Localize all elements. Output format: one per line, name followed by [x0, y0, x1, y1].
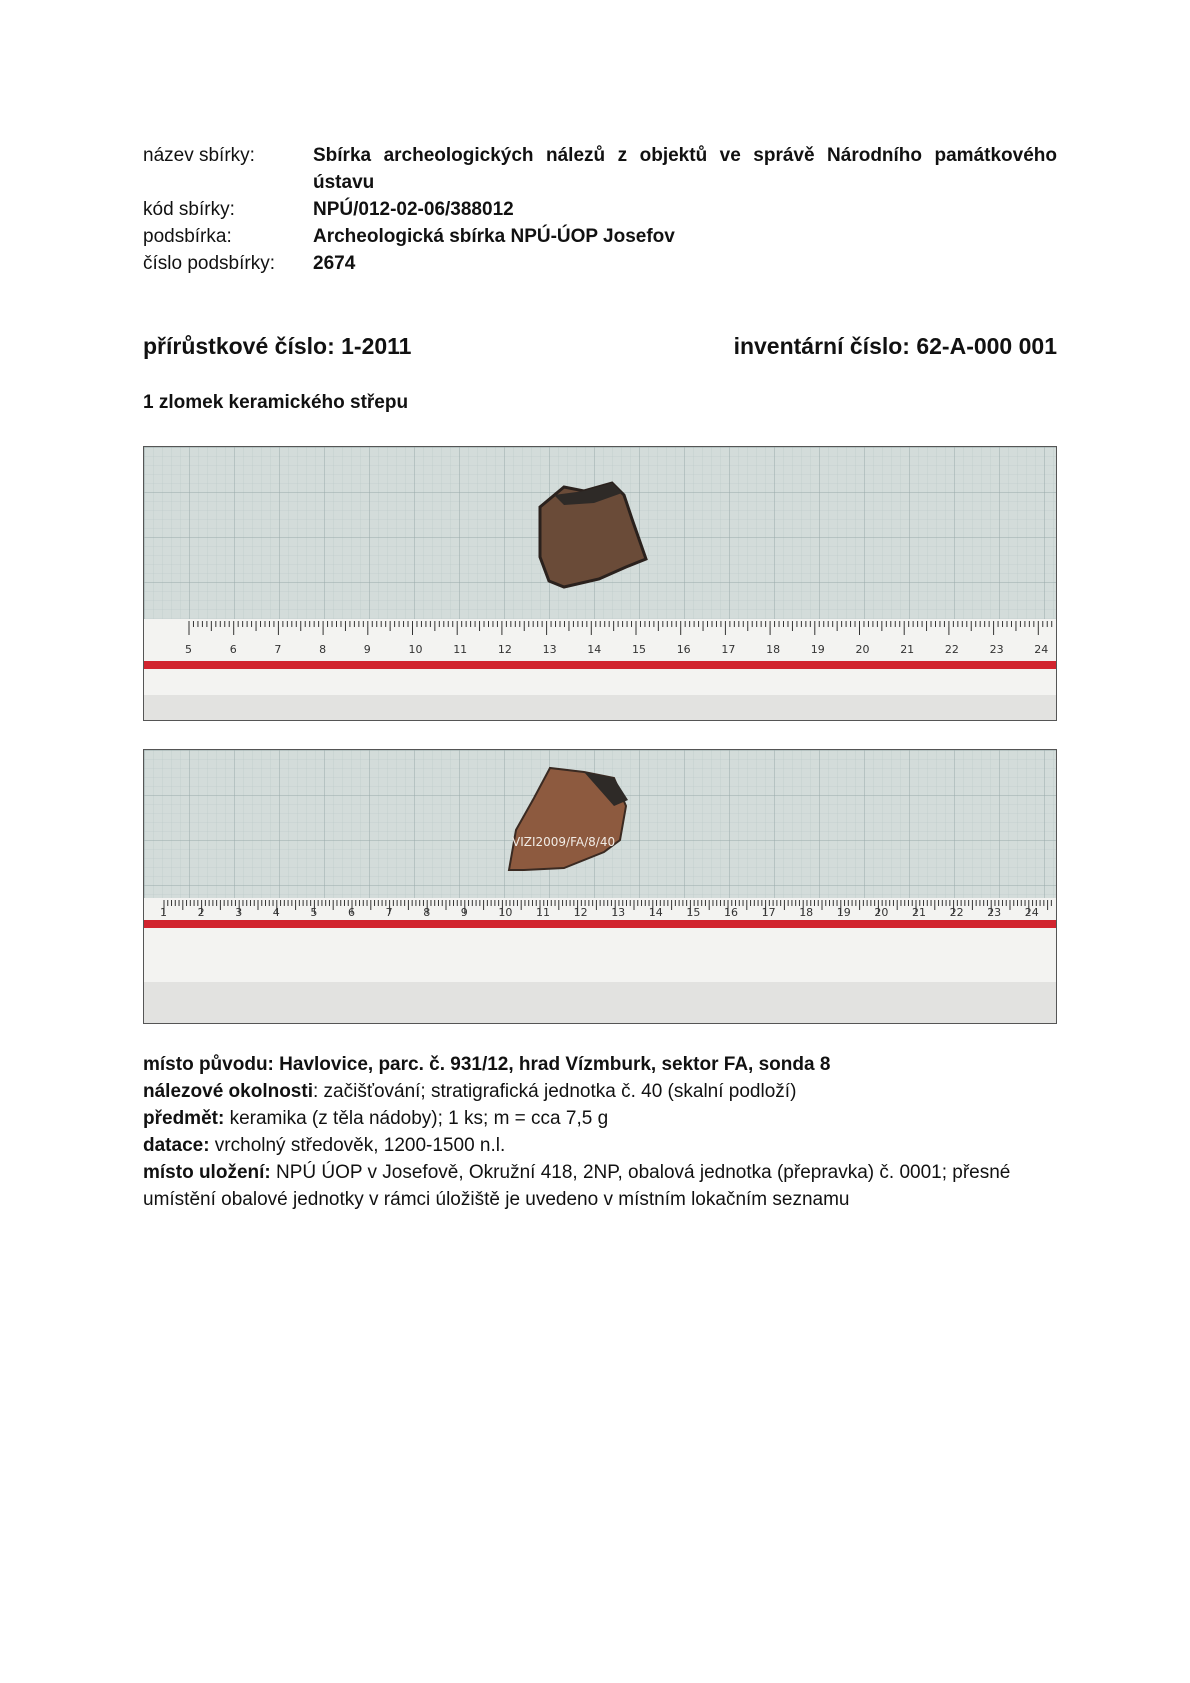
ruler-number: 18 — [766, 643, 781, 656]
collection-code-label: kód sbírky: — [143, 199, 235, 220]
ruler-number: 7 — [385, 906, 393, 919]
subcollection-value: Archeologická sbírka NPÚ-ÚOP Josefov — [313, 226, 675, 247]
storage-label: místo uložení: — [143, 1162, 271, 1183]
ruler-number: 3 — [235, 906, 243, 919]
ruler-number: 23 — [987, 906, 1002, 919]
photo-sherd-front — [143, 446, 1057, 721]
subcollection-number-row — [143, 250, 1057, 277]
object-line — [143, 1105, 1057, 1132]
object-label: předmět: — [143, 1108, 225, 1129]
record-numbers — [143, 333, 1057, 360]
object-value: keramika (z těla nádoby); 1 ks; m = cca 7,5 g — [224, 1108, 609, 1129]
origin-value: Havlovice, parc. č. 931/12, hrad Vízmburk, sektor FA, sonda 8 — [273, 1054, 831, 1075]
ruler-number: 19 — [836, 906, 851, 919]
ruler-number: 16 — [676, 643, 691, 656]
photo-sherd-back — [143, 749, 1057, 1024]
ruler-number: 9 — [460, 906, 468, 919]
subcollection-number-label: číslo podsbírky: — [143, 253, 275, 274]
ruler-number: 10 — [498, 906, 513, 919]
ruler-number: 20 — [874, 906, 889, 919]
collection-name-label: název sbírky: — [143, 145, 255, 166]
ruler-number: 24 — [1034, 643, 1049, 656]
circumstances-value: : začišťování; stratigrafická jednotka č. 40 (skalní podloží) — [312, 1081, 797, 1102]
accession-number: přírůstkové číslo: 1-2011 — [143, 333, 412, 359]
dating-value: vrcholný středověk, 1200-1500 n.l. — [209, 1135, 506, 1156]
photo-1-image — [144, 447, 1056, 720]
ruler-number: 8 — [423, 906, 431, 919]
ruler-number: 2 — [197, 906, 205, 919]
ruler-number: 4 — [272, 906, 280, 919]
ruler-number: 11 — [536, 906, 550, 919]
origin-label: místo původu: — [143, 1054, 274, 1075]
ruler-number: 21 — [900, 643, 915, 656]
inventory-number: inventární číslo: 62-A-000 001 — [733, 333, 1057, 359]
ruler-number: 23 — [989, 643, 1004, 656]
photo-2-image — [144, 750, 1056, 1023]
ruler-number: 22 — [949, 906, 964, 919]
ruler-number: 21 — [912, 906, 926, 919]
circumstances-line — [143, 1078, 1057, 1105]
ruler-number: 10 — [408, 643, 423, 656]
ruler-number: 22 — [944, 643, 959, 656]
ruler-number: 15 — [632, 643, 646, 656]
ruler-number: 6 — [229, 643, 237, 656]
ruler-number: 19 — [810, 643, 825, 656]
ruler-number: 17 — [761, 906, 776, 919]
ruler-number: 12 — [573, 906, 588, 919]
ruler-number: 5 — [185, 643, 192, 656]
storage-value: NPÚ ÚOP v Josefově, Okružní 418, 2NP, obalová jednotka (přepravka) č. 0001; přesné umístění obalové jednotky v rámci úložiště je uvedeno v místním lokačním seznamu — [143, 1162, 1011, 1210]
ruler-number: 6 — [348, 906, 355, 919]
collection-code-row — [143, 196, 1057, 223]
ruler-number: 9 — [363, 643, 371, 656]
dating-label: datace: — [143, 1135, 210, 1156]
circumstances-label: nálezové okolnosti — [143, 1081, 313, 1102]
ruler-number: 18 — [799, 906, 814, 919]
ruler-number: 13 — [542, 643, 557, 656]
subcollection-row — [143, 223, 1057, 250]
origin-line — [143, 1051, 1057, 1078]
storage-line — [143, 1159, 1057, 1213]
ruler-number: 24 — [1024, 906, 1039, 919]
collection-code-value: NPÚ/012-02-06/388012 — [313, 199, 514, 220]
collection-name-value: Sbírka archeologických nálezů z objektů ve správě Národního památkového ústavu — [313, 145, 1057, 193]
find-details — [143, 1051, 1057, 1213]
collection-metadata — [143, 142, 1057, 277]
ruler-number: 12 — [497, 643, 512, 656]
ruler-number: 7 — [274, 643, 282, 656]
ruler-number: 20 — [855, 643, 870, 656]
ruler-number: 1 — [160, 906, 167, 919]
subcollection-label: podsbírka: — [143, 226, 232, 247]
ruler-number: 13 — [611, 906, 626, 919]
ruler-number: 14 — [587, 643, 602, 656]
ruler-number: 16 — [724, 906, 738, 919]
sherd-inscription: VIZI2009/FA/8/40 — [512, 835, 616, 849]
dating-line — [143, 1132, 1057, 1159]
ruler-number: 14 — [648, 906, 663, 919]
ruler-number: 15 — [686, 906, 701, 919]
subcollection-number-value: 2674 — [313, 253, 356, 274]
ruler-number: 8 — [319, 643, 327, 656]
item-title: 1 zlomek keramického střepu — [143, 392, 409, 413]
ruler-number: 5 — [310, 906, 318, 919]
ruler-number: 17 — [721, 643, 736, 656]
ruler-number: 11 — [453, 643, 468, 656]
collection-name-row — [143, 142, 1057, 196]
